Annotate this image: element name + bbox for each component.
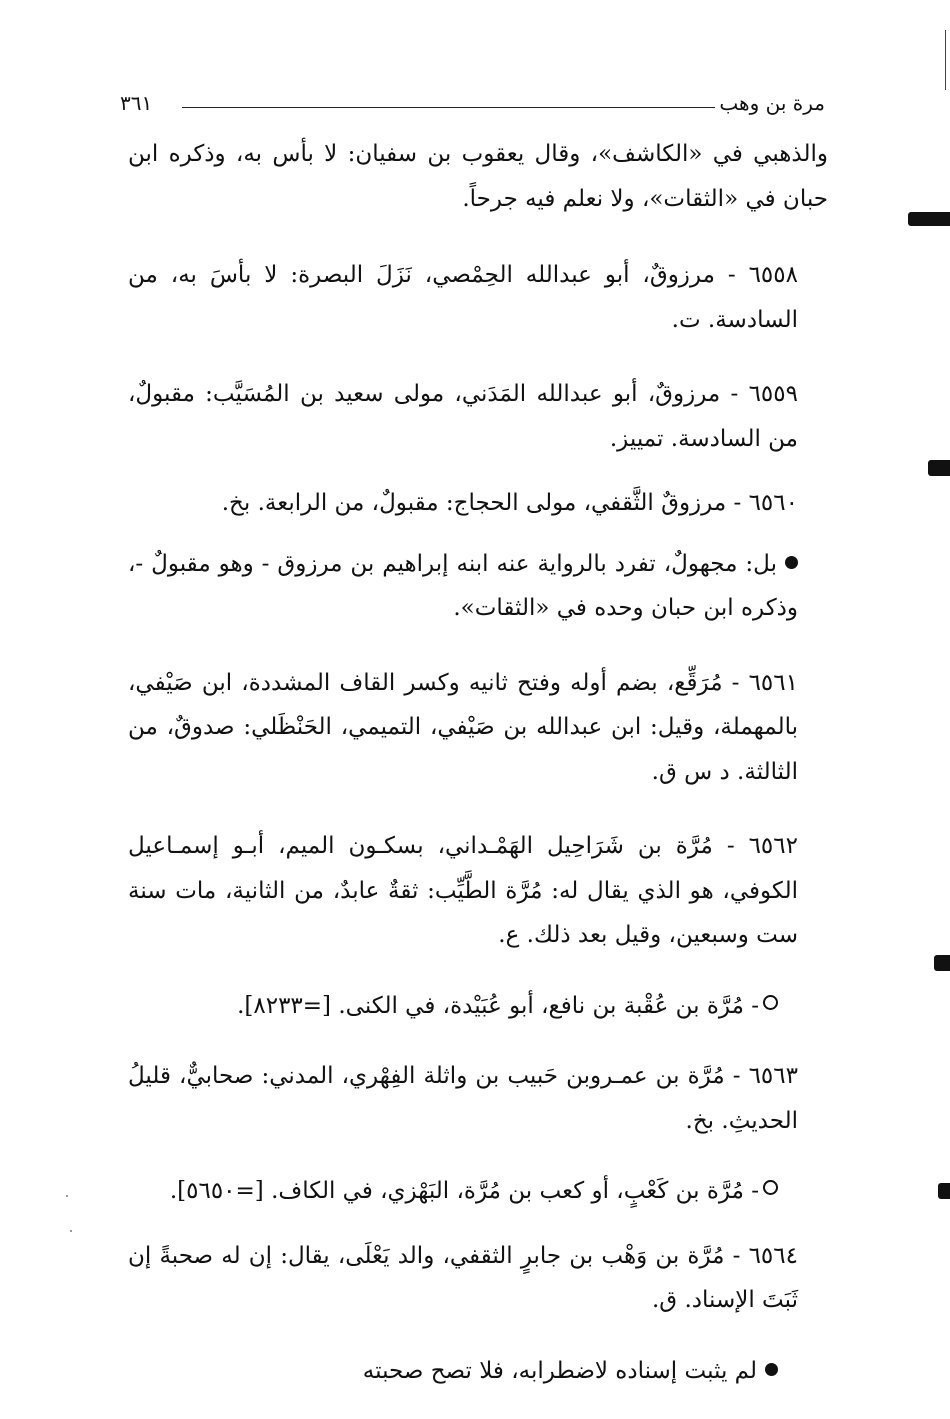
scan-mark: [908, 212, 950, 226]
entry-text: ٦٥٦١ - مُرَقِّع، بضم أوله وفتح ثانيه وكسر القاف المشددة، ابن صَيْفي، بالمهملة، وقيل: ابن عبدالله بن صَيْفي، التميمي، الحَنْظَلي: صدوقٌ، من الثالثة. د س ق.: [128, 669, 798, 785]
editor-note: [128, 542, 828, 631]
note-text: بل: مجهولٌ، تفرد بالرواية عنه ابنه إبراهيم بن مرزوق - وهو مقبولٌ -، وذكره ابن حبان وحده في «الثقات».: [128, 550, 798, 621]
page-number: ٣٦١: [120, 91, 153, 115]
page-content: [128, 132, 828, 1419]
note-text: لم يثبت إسناده لاضطرابه، فلا تصح صحبته: [362, 1357, 757, 1384]
entry-text: ٦٥٦٠ - مرزوقٌ الثَّقفي، مولى الحجاج: مقبولٌ، من الرابعة. بخ.: [221, 490, 798, 516]
entry-6560: [128, 481, 828, 526]
scan-speck: [70, 1230, 72, 1232]
scan-mark: [928, 460, 950, 476]
cross-reference: [128, 984, 828, 1029]
continuation-paragraph: [128, 132, 828, 221]
entry-6562: [128, 824, 828, 958]
entry-6558: [128, 253, 828, 342]
entry-6563: [128, 1054, 828, 1143]
header-title: مرة بن وهب: [719, 91, 825, 115]
editor-note: [128, 1349, 828, 1394]
header-rule: [182, 107, 715, 108]
running-header: [120, 88, 825, 122]
ring-icon: [763, 995, 778, 1010]
reference-text: - مُرَّة بن عُقْبة بن نافع، أبو عُبَيْدة، في الكنى. [=٨٢٣٣].: [237, 992, 759, 1019]
paragraph-text: والذهبي في «الكاشف»، وقال يعقوب بن سفيان: لا بأس به، وذكره ابن حبان في «الثقات»، ولا نعلم فيه جرحاً.: [128, 141, 828, 212]
bullet-icon: [785, 556, 798, 569]
ring-icon: [763, 1180, 778, 1195]
bullet-icon: [765, 1363, 778, 1376]
scan-speck: [66, 1195, 68, 1197]
reference-text: - مُرَّة بن كَعْبٍ، أو كعب بن مُرَّة، البَهْزي، في الكاف. [=٥٦٥٠].: [169, 1178, 759, 1204]
entry-text: ٦٥٥٩ - مرزوقٌ، أبو عبدالله المَدَني، مولى سعيد بن المُسَيَّب: مقبولٌ، من السادسة. تمييز.: [128, 381, 798, 452]
entry-text: ٦٥٦٢ - مُرَّة بن شَرَاحِيل الهَمْـداني، بسكـون الميم، أبـو إسمـاعيل الكوفي، هو الذي يقال له: مُرَّة الطَّيِّب: ثقةٌ عابدٌ، من الثانية، مات سنة ست وسبعين، وقيل بعد ذلك. ع.: [128, 833, 798, 948]
entry-6559: [128, 372, 828, 461]
scan-mark: [938, 1183, 950, 1199]
entry-text: ٦٥٦٤ - مُرَّة بن وَهْب بن جابرٍ الثقفي، والد يَعْلَى، يقال: إن له صحبةً إن ثَبَتَ الإسناد. ق.: [128, 1242, 798, 1313]
entry-text: ٦٥٥٨ - مرزوقٌ، أبو عبدالله الحِمْصي، نَزَلَ البصرة: لا بأسَ به، من السادسة. ت.: [128, 262, 798, 333]
cross-reference: [128, 1169, 828, 1214]
entry-6564: [128, 1234, 828, 1323]
entry-6561: [128, 661, 828, 795]
scan-mark: [934, 955, 950, 971]
scan-edge: [945, 30, 946, 90]
entry-text: ٦٥٦٣ - مُرَّة بن عمـروبن حَبيب بن واثلة الفِهْري، المدني: صحابيٌّ، قليلُ الحديثِ. بخ.: [128, 1063, 798, 1134]
